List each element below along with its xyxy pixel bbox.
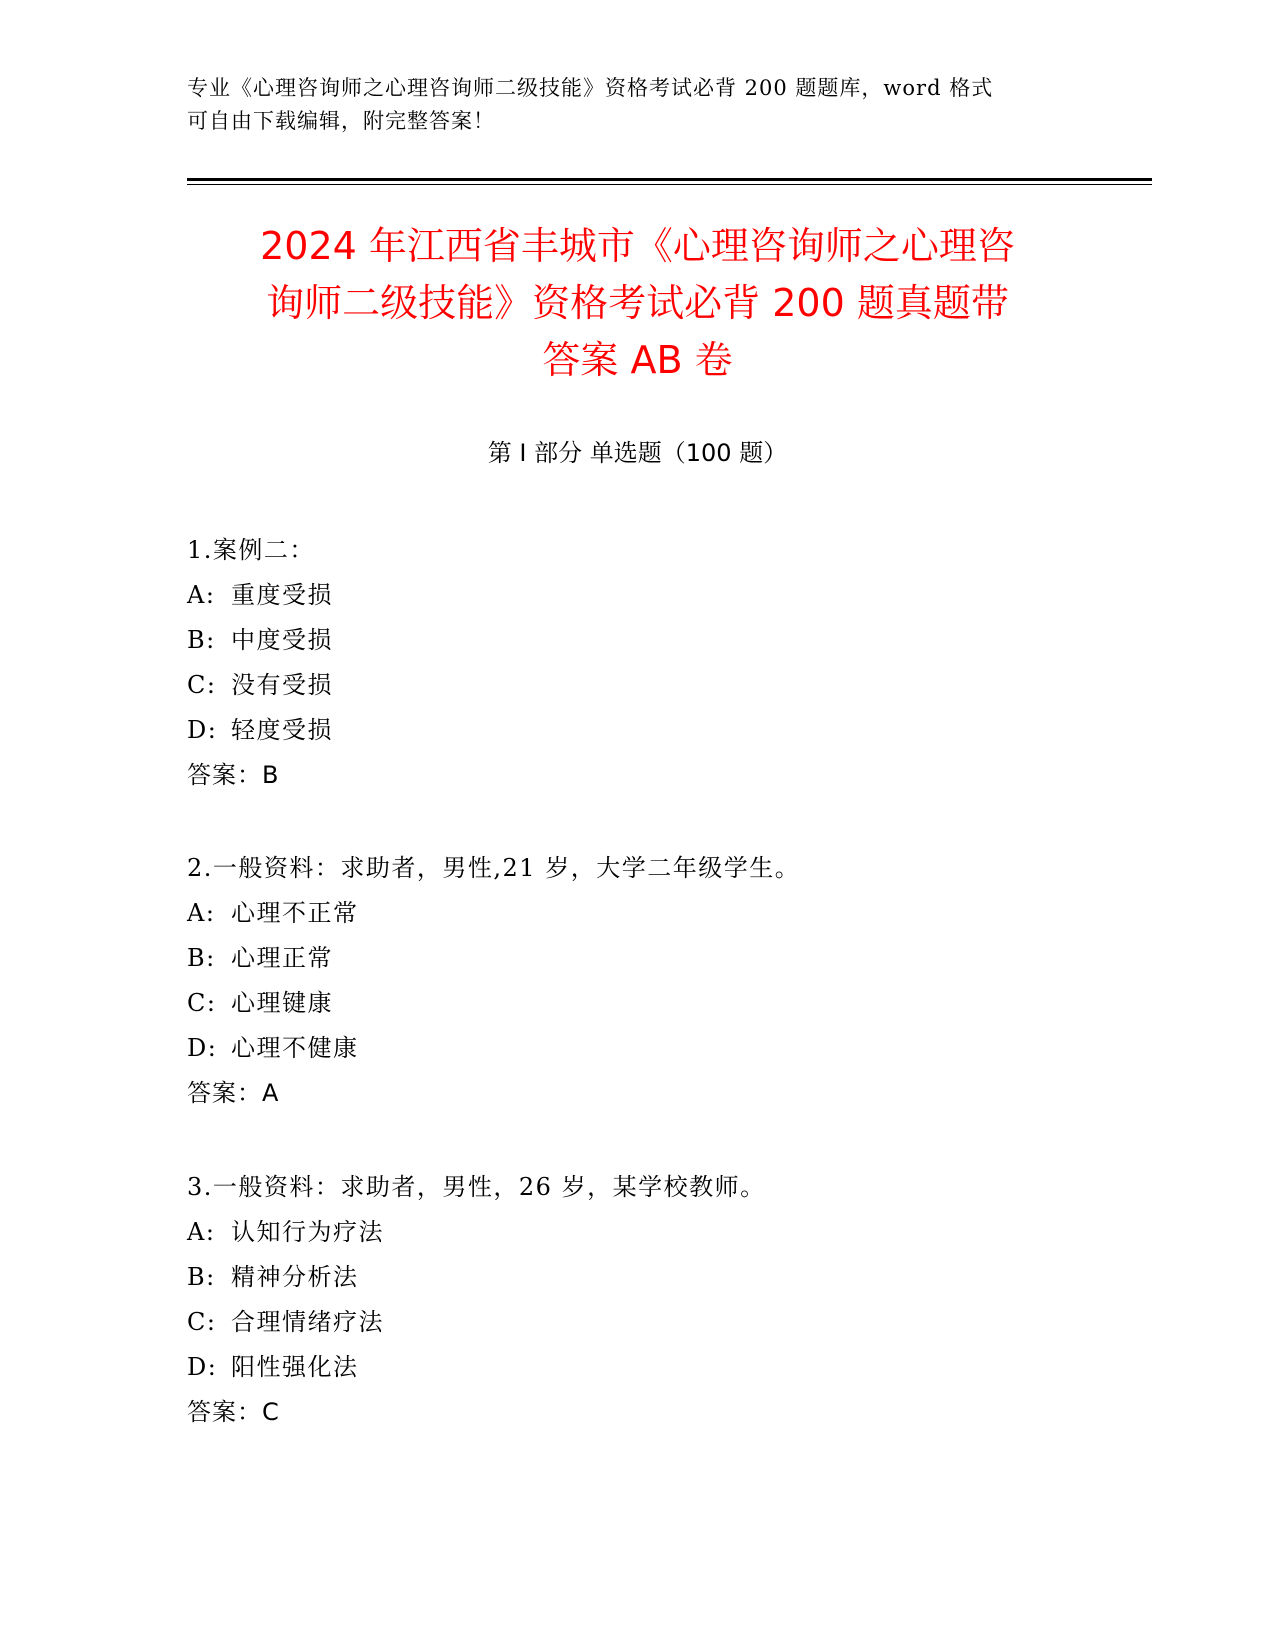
document-title-line: 答案 AB 卷 [542,338,733,382]
option-d [187,1026,1147,1071]
option-letter: D: [187,1034,218,1062]
question-stem: 2.一般资料：求助者，男性,21 岁，大学二年级学生。 [187,854,801,882]
document-title-line: 2024 年江西省丰城市《心理咨询师之心理咨 [260,224,1015,268]
option-text: 重度受损 [231,581,333,609]
question-2 [187,846,1147,1116]
option-text: 中度受损 [231,626,333,654]
header-rule-thin [187,184,1152,185]
question-1 [187,528,1147,798]
answer-line: 答案：C [187,1398,280,1426]
option-text: 合理情绪疗法 [231,1308,384,1336]
option-text: 没有受损 [231,671,333,699]
option-letter: D: [187,716,218,744]
option-letter: A: [187,1218,216,1246]
option-text: 心理键康 [231,989,333,1017]
option-d [187,1345,1147,1390]
option-b [187,618,1147,663]
option-d [187,708,1147,753]
header-note-line: 专业《心理咨询师之心理咨询师二级技能》资格考试必背 200 题题库，word 格式 [187,76,994,100]
option-a [187,573,1147,618]
option-b [187,936,1147,981]
option-letter: C: [187,1308,217,1336]
option-letter: B: [187,1263,216,1291]
option-text: 认知行为疗法 [231,1218,384,1246]
option-c [187,663,1147,708]
option-letter: C: [187,671,217,699]
option-text: 阳性强化法 [231,1353,359,1381]
option-c [187,981,1147,1026]
option-a [187,891,1147,936]
option-letter: D: [187,1353,218,1381]
option-letter: C: [187,989,217,1017]
option-letter: B: [187,626,216,654]
option-c [187,1300,1147,1345]
question-stem: 1.案例二： [187,536,315,564]
option-b [187,1255,1147,1300]
answer-line: 答案：A [187,1079,280,1107]
header-note-line: 可自由下载编辑，附完整答案！ [187,109,495,133]
document-title-line: 询师二级技能》资格考试必背 200 题真题带 [266,281,1009,325]
section-title: 第 I 部分 单选题（100 题） [487,439,788,467]
option-letter: A: [187,899,216,927]
option-a [187,1210,1147,1255]
question-stem: 3.一般资料：求助者，男性，26 岁，某学校教师。 [187,1173,766,1201]
option-text: 轻度受损 [231,716,333,744]
option-text: 心理不正常 [231,899,359,927]
answer-line: 答案：B [187,761,280,789]
question-3 [187,1165,1147,1435]
document-title [150,218,1125,389]
option-letter: A: [187,581,216,609]
option-letter: B: [187,944,216,972]
header-rule-thick [187,178,1152,181]
header-note [187,72,1067,138]
option-text: 心理不健康 [231,1034,359,1062]
option-text: 精神分析法 [231,1263,359,1291]
option-text: 心理正常 [231,944,333,972]
